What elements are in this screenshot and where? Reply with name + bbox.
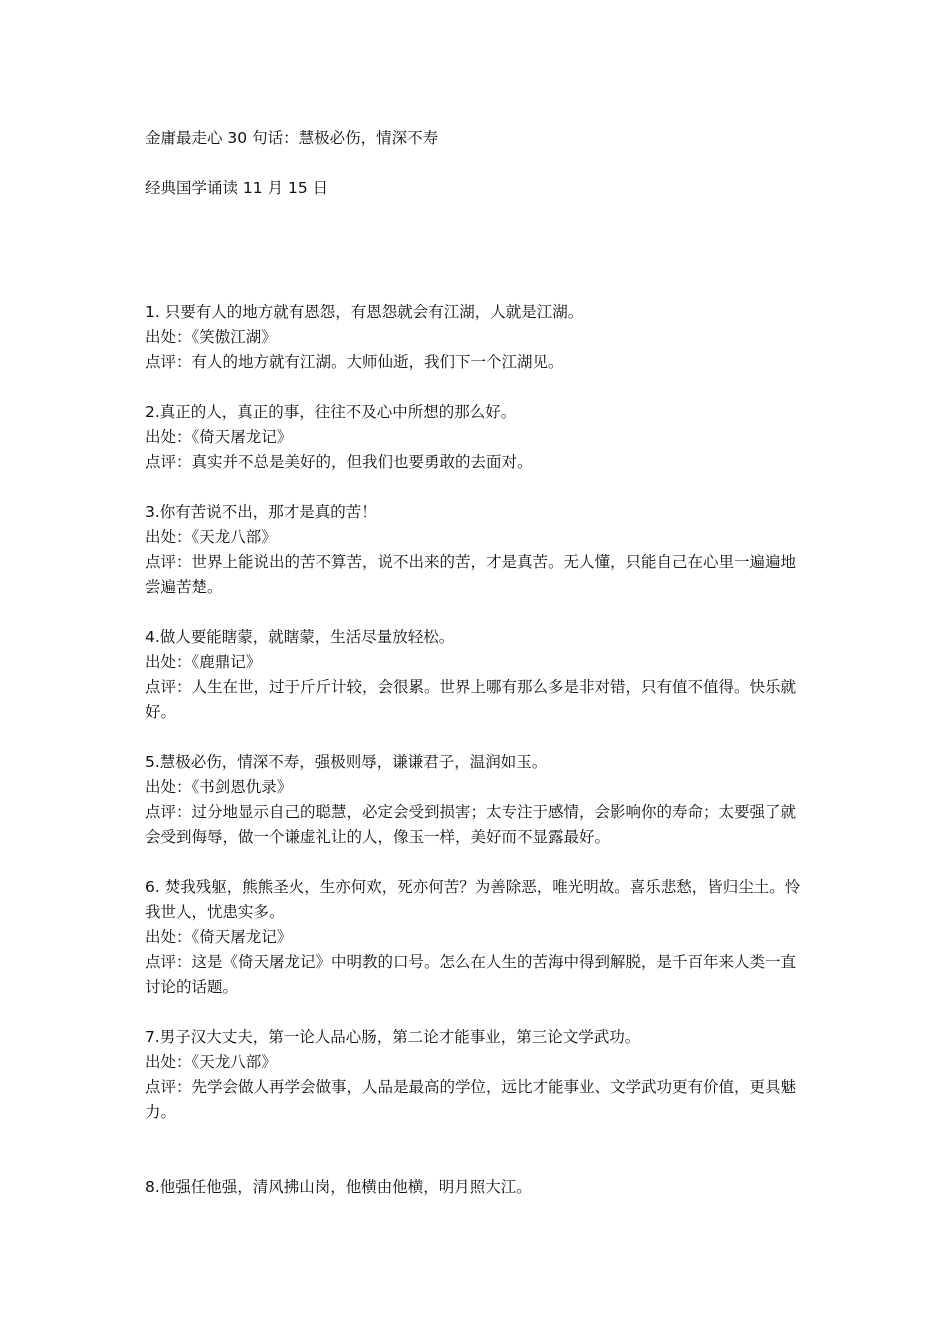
quote-text: 4.做人要能瞎蒙，就瞎蒙，生活尽量放轻松。 (145, 628, 455, 646)
quote-source: 出处：《鹿鼎记》 (145, 653, 262, 671)
quote-comment: 点评：世界上能说出的苦不算苦，说不出来的苦，才是真苦。无人懂，只能自己在心里一遍遍地尝遍苦楚。 (145, 553, 797, 596)
quote-entry (145, 1175, 810, 1200)
quote-text: 3.你有苦说不出，那才是真的苦！ (145, 503, 377, 521)
quote-source: 出处：《笑傲江湖》 (145, 328, 277, 346)
quote-text: 8.他强任他强，清风拂山岗，他横由他横，明月照大江。 (145, 1178, 532, 1196)
quote-entry (145, 750, 810, 850)
quote-comment: 点评：先学会做人再学会做事，人品是最高的学位，远比才能事业、文学武功更有价值，更具魅力。 (145, 1078, 797, 1121)
quote-list (145, 300, 810, 1225)
quote-source: 出处：《天龙八部》 (145, 1053, 277, 1071)
quote-entry (145, 875, 810, 1000)
document-title: 金庸最走心 30 句话：慧极必伤，情深不寿 (145, 129, 439, 147)
quote-comment: 点评：真实并不总是美好的，但我们也要勇敢的去面对。 (145, 453, 533, 471)
quote-comment: 点评：有人的地方就有江湖。大师仙逝，我们下一个江湖见。 (145, 353, 564, 371)
quote-comment: 点评：这是《倚天屠龙记》中明教的口号。怎么在人生的苦海中得到解脱，是千百年来人类一直讨论的话题。 (145, 953, 797, 996)
quote-entry (145, 500, 810, 600)
quote-text: 7.男子汉大丈夫，第一论人品心肠，第二论才能事业，第三论文学武功。 (145, 1028, 641, 1046)
quote-source: 出处：《倚天屠龙记》 (145, 928, 293, 946)
quote-entry (145, 400, 810, 475)
quote-entry (145, 300, 810, 375)
quote-text: 5.慧极必伤，情深不寿，强极则辱，谦谦君子，温润如玉。 (145, 753, 548, 771)
quote-comment: 点评：人生在世，过于斤斤计较，会很累。世界上哪有那么多是非对错，只有值不值得。快乐就好。 (145, 678, 797, 721)
quote-text: 1. 只要有人的地方就有恩怨，有恩怨就会有江湖，人就是江湖。 (145, 303, 584, 321)
quote-text: 2.真正的人，真正的事，往往不及心中所想的那么好。 (145, 403, 517, 421)
document-subtitle: 经典国学诵读 11 月 15 日 (145, 179, 329, 197)
quote-source: 出处：《书剑恩仇录》 (145, 778, 293, 796)
quote-source: 出处：《倚天屠龙记》 (145, 428, 293, 446)
quote-text: 6. 焚我残躯，熊熊圣火，生亦何欢，死亦何苦？为善除恶，唯光明故。喜乐悲愁，皆归尘土。怜我世人，忧患实多。 (145, 878, 801, 921)
quote-source: 出处：《天龙八部》 (145, 528, 277, 546)
quote-comment: 点评：过分地显示自己的聪慧，必定会受到损害；太专注于感情，会影响你的寿命；太要强了就会受到侮辱，做一个谦虚礼让的人，像玉一样，美好而不显露最好。 (145, 803, 797, 846)
quote-entry (145, 625, 810, 725)
quote-entry (145, 1025, 810, 1125)
